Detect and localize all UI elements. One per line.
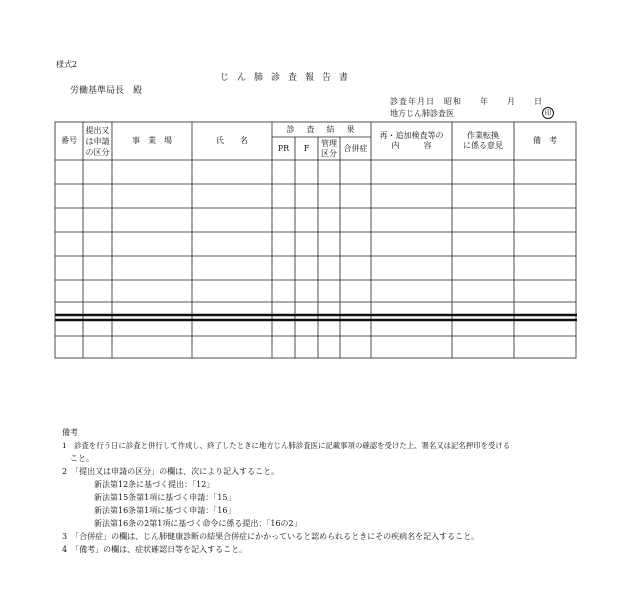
note-line: 3 「合併症」の欄は、じん肺健康診断の結果合併症にかかっていると認められるときにその疾病名を記入すること。 — [62, 532, 480, 541]
note-line: 新法第15条第1項に基づく申請：「15」 — [62, 493, 236, 502]
header-work-change-opinion: 作業転換 に係る意見 — [463, 131, 503, 150]
header-submission-type: 提出又 は申請 の区分 — [85, 126, 110, 157]
header-complication: 合併症 — [343, 144, 368, 153]
page-title: じん肺診査報告書 — [220, 73, 357, 83]
header-management-class: 管理 区分 — [321, 139, 337, 158]
addressee: 労働基準局長 殿 — [70, 86, 143, 96]
header-f: F — [303, 144, 310, 153]
header-workplace: 事 業 場 — [132, 136, 172, 145]
seal-mark: 印 — [542, 107, 554, 119]
header-pr: PR — [277, 144, 290, 153]
notes-heading: 備考 — [62, 428, 78, 437]
exam-date-line: 診査年月日 昭和 年 月 日 — [390, 97, 543, 106]
header-reexam: 再・追加検査等の 内 容 — [379, 131, 444, 150]
note-line: 新法第12条に基づく提出：「12」 — [62, 480, 215, 489]
doctor-line: 地方じん肺診査医 — [390, 109, 454, 118]
note-line: こと。 — [62, 454, 94, 463]
note-line: 1 診査を行う日に診査と併行して作成し、終了したときに地方じん肺診査医に記載事項の確認を受けた上、署名又は記名押印を受ける — [62, 441, 511, 450]
note-line: 2 「提出又は申請の区分」の欄は、次により記入すること。 — [62, 467, 280, 476]
header-results: 診 査 結 果 — [286, 125, 357, 134]
form-id: 様式2 — [56, 60, 78, 69]
notes-section — [62, 426, 510, 556]
header-number: 番号 — [61, 136, 77, 145]
note-line: 新法第16条の2第1項に基づく命令に係る提出：「16の2」 — [62, 519, 302, 528]
note-line: 新法第16条第1項に基づく申請：「16」 — [62, 506, 236, 515]
header-name: 氏 名 — [216, 136, 248, 145]
note-line: 4 「備考」の欄は、症状確認日等を記入すること。 — [62, 545, 248, 554]
header-remarks: 備 考 — [533, 136, 557, 145]
